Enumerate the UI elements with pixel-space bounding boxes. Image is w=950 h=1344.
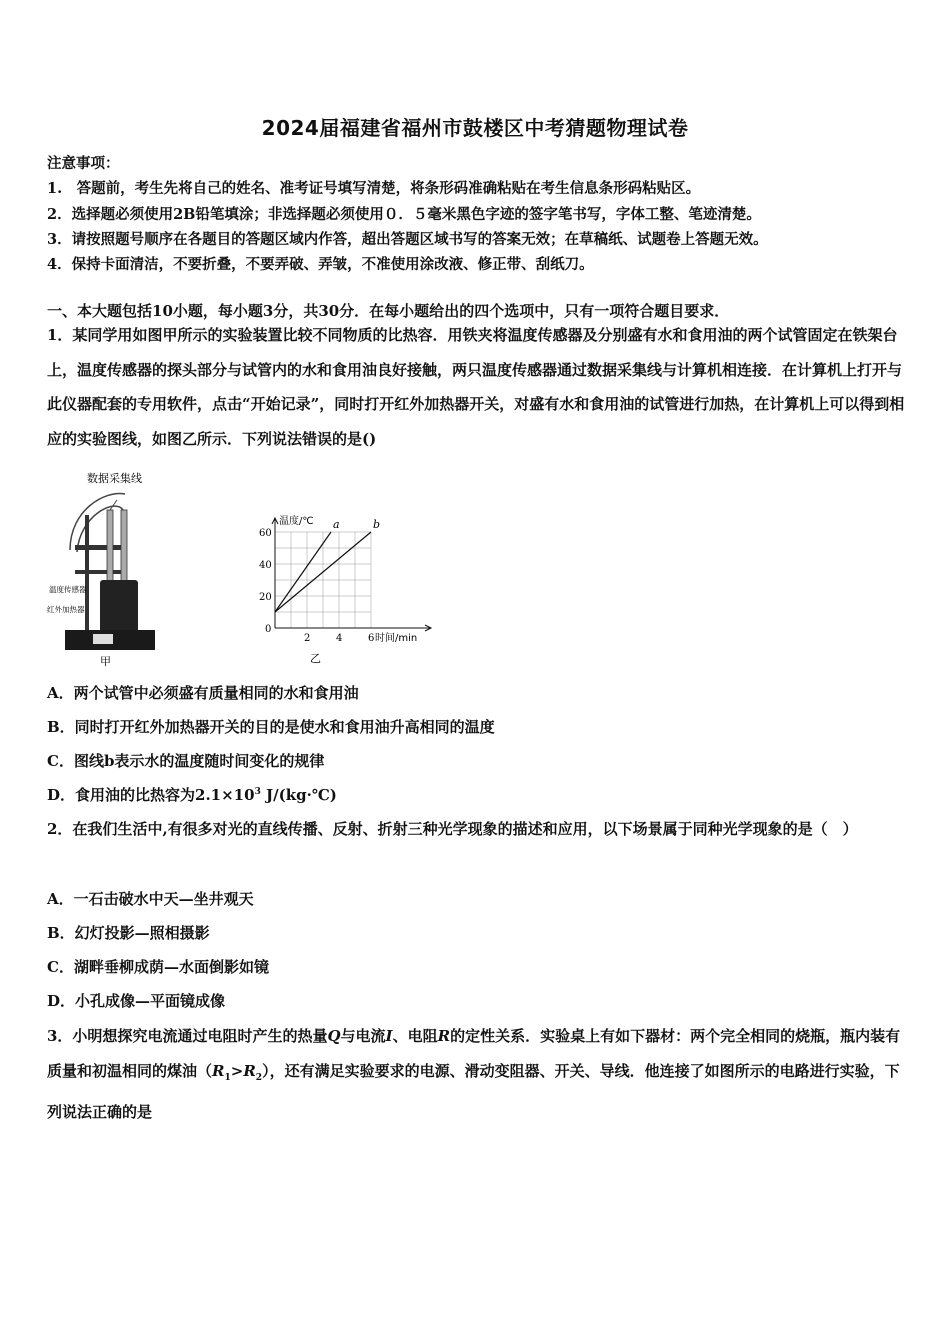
- y-axis-label: 温度/℃: [279, 516, 314, 527]
- q3-text: 3．小明想探究电流通过电阻时产生的热量: [47, 1027, 328, 1045]
- series-label-a: a: [333, 518, 340, 531]
- q1-option-b: B．同时打开红外加热器开关的目的是使水和食用油升高相同的温度: [47, 718, 495, 736]
- temperature-chart: [250, 500, 450, 670]
- question-1-stem: 1．某同学用如图甲所示的实验装置比较不同物质的比热容．用铁夹将温度传感器及分别盛有水和食用油的两个试管固定在铁架台上，温度传感器的探头部分与试管内的水和食用油良好接触，两只温度传感器通过数据采集线与计算机相连接．在计算机上打开与此仪器配套的专用软件，点击“开始记录”，同时打开红外加热器开关，对盛有水和食用油的试管进行加热，在计算机上可以得到相应的实验图线，如图乙所示．下列说法错误的是(): [47, 326, 905, 448]
- label-temp-sensor: 温度传感器: [49, 585, 87, 594]
- x-tick-label: 6: [368, 633, 375, 644]
- q3-symbol-r2: R: [243, 1061, 256, 1080]
- figure-a-caption: 甲: [100, 655, 111, 668]
- q1-option-d: [47, 784, 337, 805]
- y-tick-label: 60: [259, 528, 272, 539]
- label-ir-heater: 红外加热器: [47, 605, 85, 614]
- notice-item: 1. 答题前，考生先将自己的姓名、准考证号填写清楚，将条形码准确粘贴在考生信息条形码粘贴区。: [47, 180, 701, 197]
- notice-item: 3．请按照题号顺序在各题目的答题区域内作答，超出答题区域书写的答案无效；在草稿纸、试题卷上答题无效。: [47, 231, 768, 248]
- q3-text: 、电阻: [392, 1027, 438, 1045]
- q2-option-a: A．一石击破水中天—坐井观天: [47, 890, 254, 908]
- notice-item: 2．选择题必须使用2B铅笔填涂；非选择题必须使用０．５毫米黑色字迹的签字笔书写，字体工整、笔迹清楚。: [47, 206, 761, 223]
- q3-text: ），还有满足实验要求的电源、滑动变阻器、开关、导线．他连接了如图所示的电路进行实验，下列说法正确的是: [47, 1061, 900, 1122]
- y-tick-label: 0: [265, 624, 272, 635]
- y-tick-label: 40: [259, 560, 272, 571]
- x-axis-label: 时间/min: [375, 633, 418, 644]
- chart-grid: [275, 532, 371, 628]
- q3-text: 的定性关系．实验桌上有如下器材：两个完全相同的烧瓶，瓶内装有质量和初温相同的煤油（: [47, 1027, 901, 1080]
- chart-axes: [272, 518, 431, 631]
- q1-option-d-unit: J/(kg·℃): [260, 786, 337, 804]
- q2-option-b: B．幻灯投影—照相摄影: [47, 924, 210, 942]
- q1-option-d-text: D．食用油的比热容为2.1×10: [47, 786, 255, 804]
- q3-text: 与电流: [340, 1027, 386, 1045]
- q3-subscript-2: 2: [255, 1072, 263, 1083]
- q1-option-d-exponent: 3: [254, 787, 261, 797]
- series-label-b: b: [373, 518, 381, 531]
- q2-option-d: D．小孔成像—平面镜成像: [47, 992, 226, 1010]
- notice-heading: 注意事项：: [47, 155, 120, 172]
- section-heading: 一、本大题包括10小题，每小题3分，共30分．在每小题给出的四个选项中，只有一项符合题目要求．: [47, 302, 730, 320]
- q3-gt: >: [230, 1061, 244, 1080]
- chart-labels: [259, 514, 417, 644]
- q1-option-a: A．两个试管中必须盛有质量相同的水和食用油: [47, 684, 359, 702]
- question-3-stem: [47, 1019, 907, 1130]
- label-data-cable: 数据采集线: [87, 472, 142, 485]
- q2-option-c: C．湖畔垂柳成荫—水面倒影如镜: [47, 958, 269, 976]
- apparatus-figure: [45, 470, 170, 670]
- notice-item: 4．保持卡面清洁，不要折叠，不要弄破、弄皱，不准使用涂改液、修正带、刮纸刀。: [47, 256, 594, 273]
- page-title: 2024届福建省福州市鼓楼区中考猜题物理试卷: [261, 116, 689, 140]
- figure-b-caption: 乙: [310, 652, 321, 665]
- question-2-stem: 2．在我们生活中,有很多对光的直线传播、反射、折射三种光学现象的描述和应用，以下场景属于同种光学现象的是（ ）: [47, 820, 858, 838]
- y-tick-label: 20: [259, 592, 272, 603]
- q3-symbol-r: R: [437, 1027, 451, 1045]
- q3-symbol-i: I: [385, 1027, 393, 1045]
- q1-option-c: C．图线b表示水的温度随时间变化的规律: [47, 752, 325, 770]
- x-tick-label: 2: [304, 633, 311, 644]
- x-tick-label: 4: [336, 633, 343, 644]
- q3-subscript-1: 1: [224, 1072, 231, 1083]
- q3-symbol-r1: R: [212, 1061, 225, 1080]
- q3-symbol-q: Q: [327, 1027, 341, 1045]
